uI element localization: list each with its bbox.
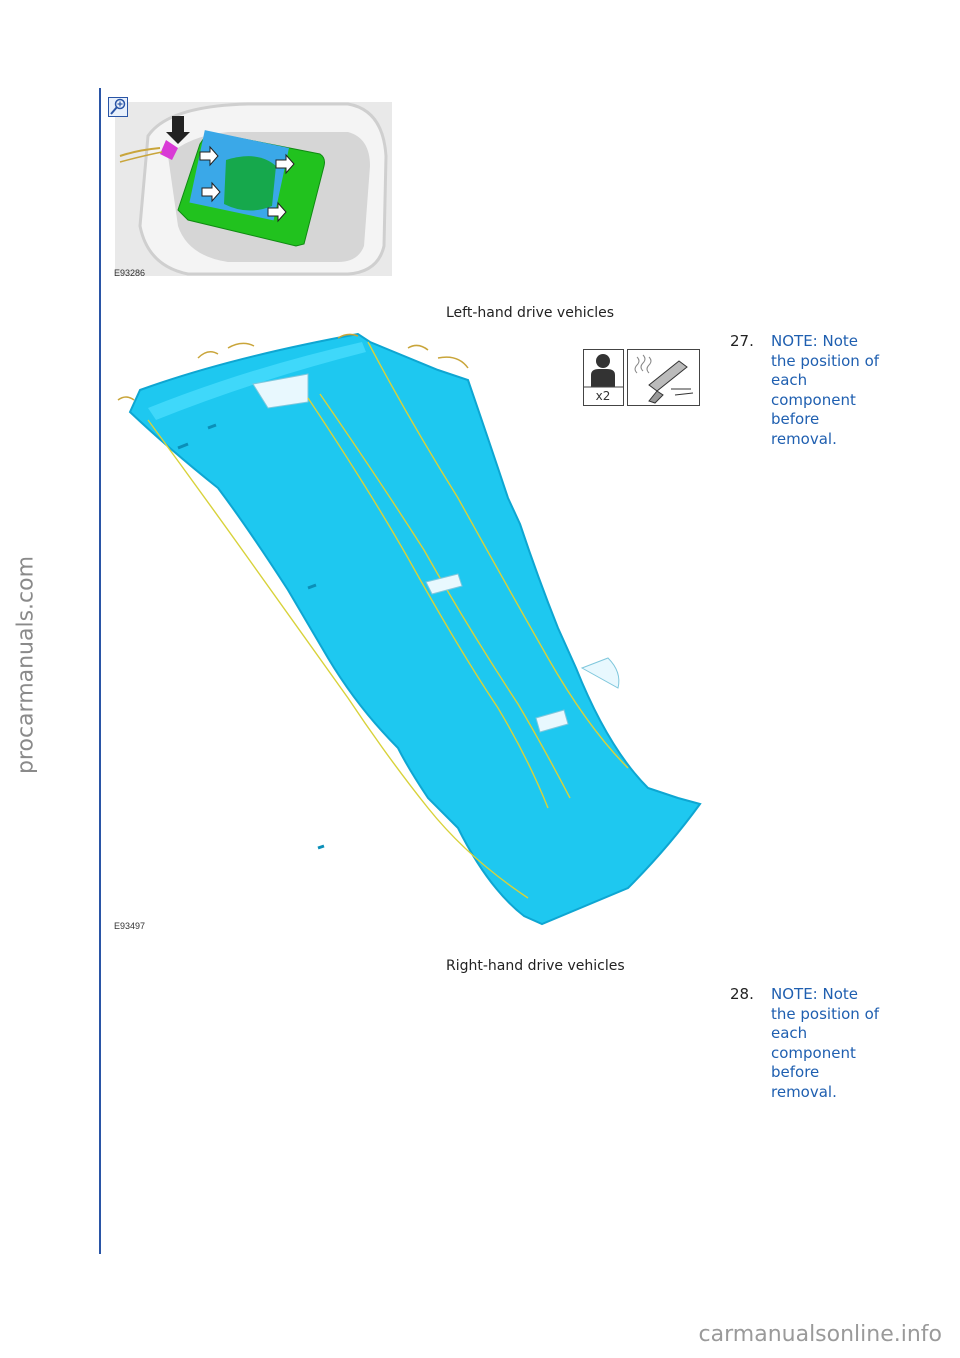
side-watermark — [6, 555, 46, 775]
step-number: 27. — [730, 332, 754, 350]
figure-headliner[interactable] — [108, 328, 708, 936]
technician-count: x2 — [595, 389, 611, 403]
step-note[interactable]: NOTE: Note the position of each component before removal. — [771, 332, 880, 448]
caption-lhd: Left-hand drive vehicles — [446, 305, 615, 321]
step-number: 28. — [730, 985, 754, 1003]
zoom-in-icon[interactable] — [108, 97, 128, 117]
footer-watermark[interactable]: carmanualsonline.info — [698, 1322, 942, 1347]
step-note[interactable]: NOTE: Note the position of each component before removal. — [771, 985, 880, 1101]
figure-id: E93286 — [114, 268, 146, 278]
margin-rule — [99, 88, 101, 1254]
figure-id: E93497 — [114, 921, 146, 931]
watermark-text: procarmanuals.com — [13, 555, 39, 775]
caption-rhd: Right-hand drive vehicles — [446, 958, 625, 974]
figure-clip-detail[interactable] — [108, 96, 392, 280]
